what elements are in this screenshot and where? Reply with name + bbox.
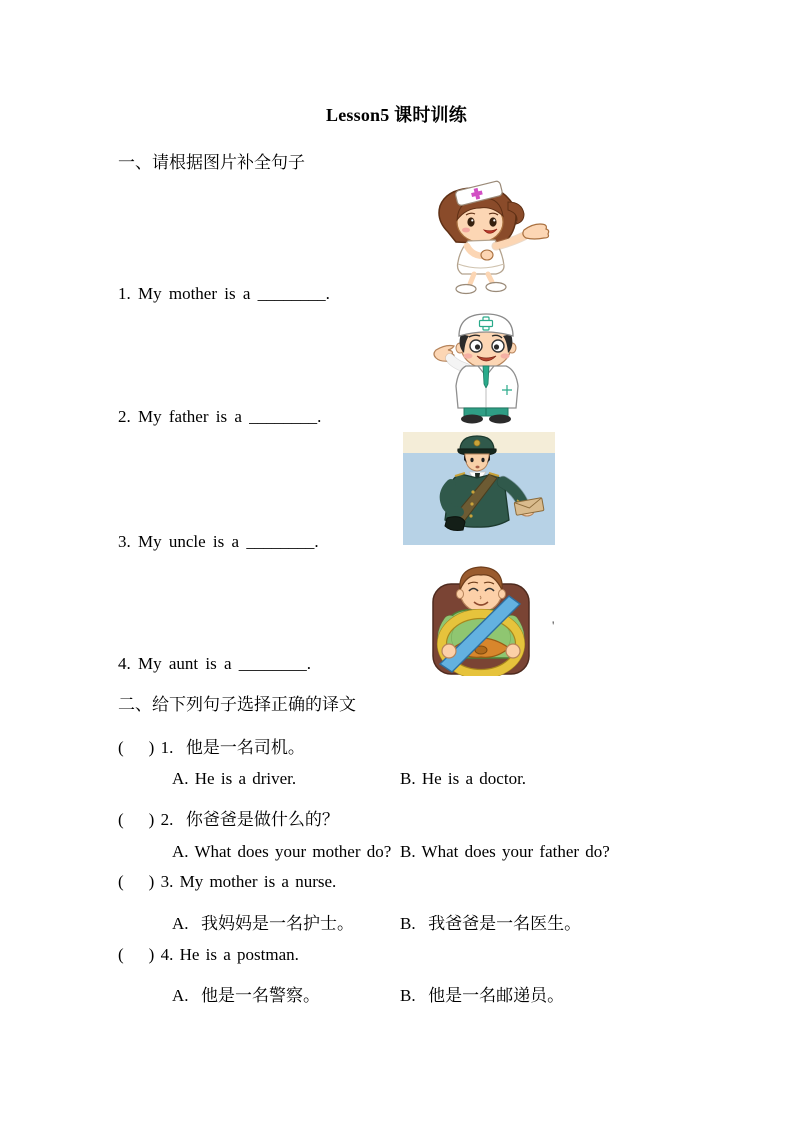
stray-apostrophe-mark: ' [552,618,555,633]
nurse-illustration-image [400,180,558,298]
page-title: Lesson5 课时训练 [326,105,467,125]
translation-question-1-option-b: B. He is a doctor. [400,769,527,788]
section2-heading: 二、给下列句子选择正确的译文 [118,695,356,714]
translation-question-3-option-a: A. 我妈妈是一名护士。 [172,914,355,933]
driver-illustration-image [406,558,556,676]
fill-blank-sentence-1: 1. My mother is a ________. [118,284,330,303]
translation-question-3-stem: ( ) 3. My mother is a nurse. [118,872,337,891]
doctor-illustration-image [428,306,540,425]
postman-illustration-image [403,432,555,545]
fill-blank-sentence-2: 2. My father is a ________. [118,407,322,426]
translation-question-2-option-a: A. What does your mother do? [172,842,392,861]
translation-question-1-option-a: A. He is a driver. [172,769,297,788]
translation-question-1-stem: ( ) 1. 他是一名司机。 [118,738,305,757]
fill-blank-sentence-4: 4. My aunt is a ________. [118,654,312,673]
translation-question-2-option-b: B. What does your father do? [400,842,610,861]
section1-heading: 一、请根据图片补全句子 [118,153,305,172]
fill-blank-sentence-3: 3. My uncle is a ________. [118,532,319,551]
translation-question-4-option-b: B. 他是一名邮递员。 [400,986,565,1005]
translation-question-4-stem: ( ) 4. He is a postman. [118,945,299,964]
translation-question-2-stem: ( ) 2. 你爸爸是做什么的？ [118,810,339,829]
translation-question-4-option-a: A. 他是一名警察。 [172,986,321,1005]
translation-question-3-option-b: B. 我爸爸是一名医生。 [400,914,582,933]
